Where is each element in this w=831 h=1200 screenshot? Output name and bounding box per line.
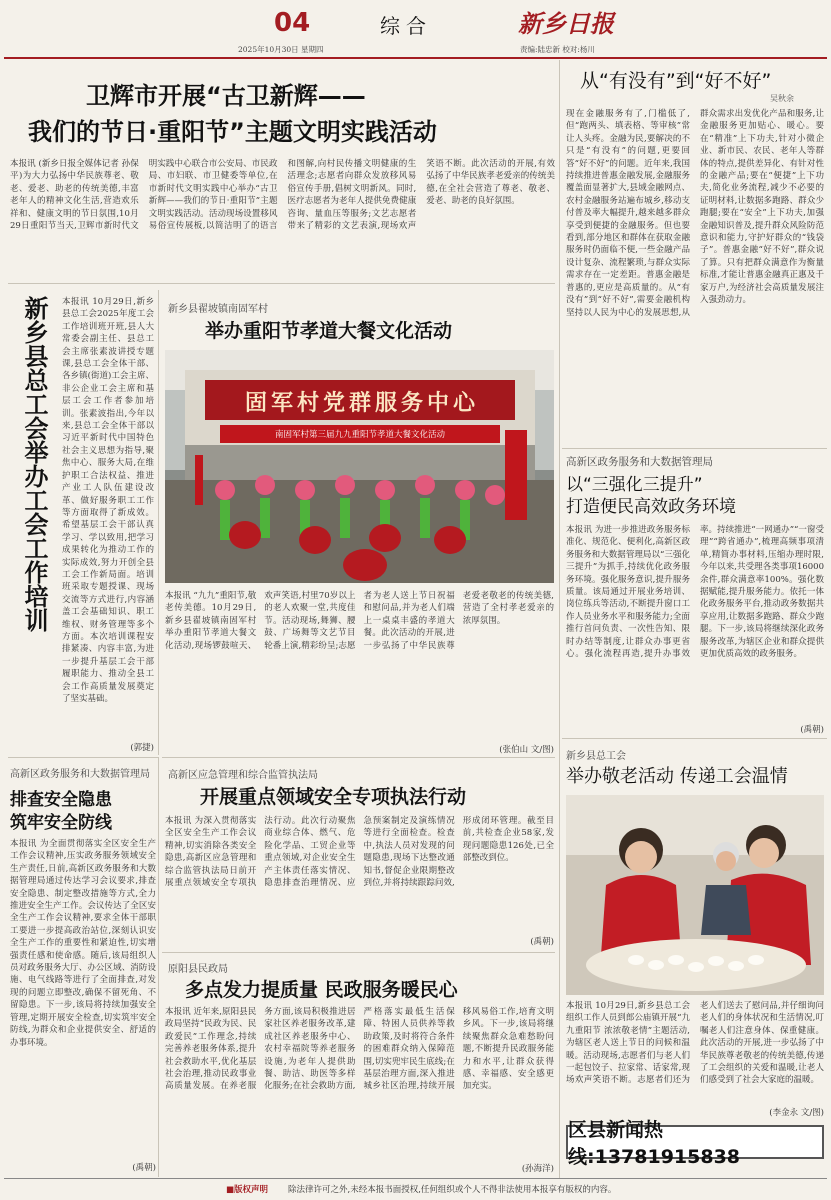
civil-kicker: 原阳县民政局 (168, 964, 228, 975)
enforcement-body: 本报讯 为深入贯彻落实全区安全生产工作会议精神,切实消除各类安全隐患,高新区应急管理和综合监管执法局日前开展重点领域安全专项执法行动。此次行动聚焦商业综合体、燃气、危险化学品、工贸企业等重点领域,对企业安全生产主体责任落实情况、隐患排查治理情况、应急预案制定及演练情况等进行全面检查。检查中,执法人员对发现的问题隐患,现场下达整改通知书,督促企业限期整改到位,并将持续跟踪问效,形成闭环管理。截至目前,共检查企业58家,发现问题隐患126处,已全部整改到位。 (165, 816, 554, 889)
safety-byline: (禹朝) (132, 1163, 156, 1173)
section-title: 综合 (380, 14, 432, 38)
divider (162, 757, 555, 758)
elder-photo (566, 795, 824, 995)
banquet-kicker: 新乡县翟坡镇南固军村 (168, 304, 268, 315)
elder-title: 举办敬老活动 传递工会温情 (566, 766, 788, 787)
editor-line: 责编:陆忠新 校对:杨川 (520, 45, 595, 54)
enforcement-title: 开展重点领域安全专项执法行动 (200, 786, 467, 808)
safety-kicker: 高新区政务服务和大数据管理局 (10, 769, 150, 780)
gov-kicker: 高新区政务服务和大数据管理局 (566, 456, 713, 468)
enforcement-byline: (禹朝) (530, 937, 554, 947)
lead-title-line1: 卫辉市开展“古卫新辉—— (86, 82, 366, 110)
banquet-body: 本报讯 “九九”重阳节,敬老传美德。10月29日,新乡县翟坡镇南固军村举办重阳节孝道大餐文化活动,现场锣鼓喧天、欢声笑语,村里70岁以上的老人欢聚一堂,共度佳节。活动现场,舞狮、腰鼓、广场舞等文艺节目轮番上演,精彩纷呈;志愿者为老人送上节日祝福和慰问品,并为老人们端上一桌桌丰盛的孝道大餐。此次活动的开展,进一步弘扬了中华民族尊老爱老敬老的传统美德,营造了全村孝老爱亲的浓厚氛围。 (165, 591, 554, 651)
news-hotline-box: 区县新闻热线:13781915838 (566, 1125, 824, 1159)
civil-title: 多点发力提质量 民政服务暖民心 (185, 979, 458, 1001)
banquet-photo-image (165, 350, 554, 583)
civil-byline: (孙海洋) (521, 1164, 554, 1174)
elder-body: 本报讯 10月29日,新乡县总工会组织工作人员到郎公庙镇开展“九九重阳节 浓浓敬老情”主题活动,为辖区老人送上节日的问候和温暖。活动现场,志愿者们与老人们一起包饺子、拉家常、话家常,现场欢声笑语不断。志愿者们还为老人们送去了慰问品,并仔细询问老人们的身体状况和生活情况,叮嘱老人们注意身体、保重健康。此次活动的开展,进一步弘扬了中华民族尊老敬老的传统美德,传递了工会组织的关爱和温暖,让老人们感受到了社会大家庭的温暖。 (566, 1001, 824, 1086)
divider (562, 448, 827, 449)
elder-photo-image (566, 795, 824, 995)
commentary-title: 从“有没有”到“好不好” (580, 70, 772, 92)
commentary-author: 吴秋余 (770, 94, 794, 103)
safety-title-line1: 排查安全隐患 (10, 790, 112, 810)
divider (158, 290, 159, 755)
banquet-title: 举办重阳节孝道大餐文化活动 (205, 320, 453, 342)
civil-body: 本报讯 近年来,原阳县民政局坚持“民政为民、民政爱民”工作理念,持续完善养老服务体系,提升社会救助水平,优化基层社会治理,推动民政事业高质量发展。在养老服务方面,该局积极推进居家社区养老服务改革,建成社区养老服务中心、农村幸福院等养老服务设施,为老年人提供助餐、助洁、助医等多样化服务;在社会救助方面,严格落实最低生活保障、特困人员供养等救助政策,及时将符合条件的困难群众纳入保障范围,切实兜牢民生底线;在基层治理方面,深入推进城乡社区治理,持续开展移风易俗工作,培育文明乡风。下一步,该局将继续聚焦群众急难愁盼问题,不断提升民政服务能力和水平,让群众获得感、幸福感、安全感更加充实。 (165, 1007, 554, 1092)
elder-byline: (李金永 文/图) (769, 1108, 824, 1118)
divider (8, 757, 158, 758)
banquet-byline: (张伯山 文/图) (499, 745, 554, 755)
masthead-rule (4, 57, 827, 59)
lead-title-line2: 我们的节日·重阳节”主题文明实践活动 (28, 118, 437, 146)
union-title: 新乡县总工会举办工会工作培训 (20, 296, 48, 632)
union-body: 本报讯 10月29日,新乡县总工会2025年度工会工作培训班开班,县人大常委会副主任、县总工会主席张素波讲授专题课,县总工会全体干部、各乡镇(街道)工会主席、非公企业工会主席和基层工会工作者参加培训。张素波指出,今年以来,县总工会全体干部以习近平新时代中国特色社会主义思想为指导,聚焦中心、服务大局,在维护职工合法权益、推进产业工人队伍建设改革、做好服务职工工作等方面取得了新成效。希望基层工会干部认真学习、学以致用,把学习成果转化为推动工作的实际成效,努力开创全县工会工作新局面。培训班采取专题授课、现场交流等方式进行,内容涵盖工会基础知识、职工维权、财务管理等多个方面。本次培训课程安排紧凑、内容丰富,为进一步提升基层工会干部履职能力、推动全县工会工作高质量发展奠定了坚实基础。 (62, 297, 154, 704)
safety-body: 本报讯 为全面贯彻落实全区安全生产工作会议精神,压实政务服务领域安全生产责任,日前,高新区政务服务和大数据管理局通过传达学习会议要求,排查安全隐患、制定整改措施等方式,全力推进安全生产工作。会议传达了全区安全生产工作会议精神,要求全体干部职工要进一步提高政治站位,深刻认识安全生产工作的重要性和紧迫性,切实增强责任感和使命感。随后,该局组织人员对政务服务大厅、办公区域、消防设施、电气线路等进行了全面排查,对发现的问题立即整改,确保不留死角、不留隐患。下一步,该局将持续加强安全管理,定期开展安全检查,切实筑牢安全防线,为群众和企业提供安全、舒适的办事环境。 (10, 839, 156, 1048)
elder-kicker: 新乡县总工会 (566, 751, 626, 762)
page-number: 04 (274, 8, 311, 38)
commentary-body: 现在金融服务有了,门槛低了,但“跑两头、填表格、等审核”常让人头疼。金融为民,要解决的不只是“有没有”的问题,更要回答“好不好”的问题。近年来,我国持续推进普惠金融发展,金融服务覆盖面显著扩大,县域金融网点、农村金融服务站遍布城乡,移动支付普及率大幅提升,越来越多群众享受到便捷的金融服务。但也要看到,部分地区和群体在获取金融服务时仍面临不便,一些金融产品设计复杂、流程繁琐,与群众实际需求存在一定差距。普惠金融是普惠的,更应是高质量的。从“有没有”到“好不好”,需要金融机构坚持以人民为中心的发展思想,从群众需求出发优化产品和服务,让金融服务更加贴心、暖心。要在“精准”上下功夫,针对小微企业、新市民、农民、老年人等群体的特点,提供差异化、有针对性的金融产品;要在“便捷”上下功夫,简化业务流程,减少不必要的证明材料,让数据多跑路、群众少跑腿;要在“安全”上下功夫,加强金融知识普及,提升群众风险防范意识和能力,守护好群众的“钱袋子”。普惠金融“好不好”,群众说了算。只有把群众满意作为衡量标准,才能让普惠金融真正惠及千家万户,为经济社会高质量发展注入强劲动力。 (566, 109, 824, 318)
photo-banner: 南固军村第三届九九重阳节孝道大餐文化活动 (274, 430, 445, 440)
divider (8, 283, 555, 284)
footer-label: ■版权声明 (226, 1185, 269, 1195)
gov-title-line2: 打造便民高效政务环境 (566, 497, 736, 517)
union-byline: (郭捷) (130, 743, 154, 753)
paper-logo: 新乡日报 (518, 9, 614, 38)
safety-title-line2: 筑牢安全防线 (10, 813, 112, 833)
date-line: 2025年10月30日 星期四 (238, 45, 324, 54)
gov-body: 本报讯 为进一步推进政务服务标准化、规范化、便利化,高新区政务服务和大数据管理局以“三强化三提升”为抓手,持续优化政务服务环境。强化服务意识,提升服务质量。该局通过开展业务培训、岗位练兵等活动,不断提升窗口工作人员业务水平和服务能力;全面推行首问负责、一次性告知、限时办结等制度,让群众办事更省心。强化流程再造,提升办事效率。持续推进“一网通办”“一窗受理”“跨省通办”,梳理高频事项清单,精简办事材料,压缩办理时限,今年以来,共受理各类事项16000余件,群众满意率100%。强化数据赋能,提升服务能力。依托一体化政务服务平台,推动政务数据共享应用,让数据多跑路、群众少跑腿。下一步,该局将继续深化政务服务改革,为辖区企业和群众提供更加优质高效的政务服务。 (566, 525, 824, 660)
gov-byline: (禹朝) (800, 725, 824, 735)
divider (562, 738, 827, 739)
banquet-photo (165, 350, 554, 583)
photo-sign: 固军村党群服务中心 (244, 391, 479, 416)
lead-body: 本报讯 (新乡日报全媒体记者 孙保平)为大力弘扬中华民族尊老、敬老、爱老、助老的传统美德,丰富老年人的精神文化生活,营造欢乐祥和、健康文明的节日氛围,10月29日重阳节当天,卫辉市新时代文明实践中心联合市公安局、市民政局、市妇联、市卫健委等单位,在市新时代文明实践中心举办“古卫新辉——我们的节日·重阳节”主题文明实践活动。活动现场设置移风易俗宣传展板,以简洁明了的语言和图解,向村民传播文明健康的生活理念;志愿者向群众发放移风易俗宣传手册,倡树文明新风。同时,医疗志愿者为老年人提供免费健康咨询、量血压等服务;文艺志愿者带来了精彩的文艺表演,现场欢声笑语不断。此次活动的开展,有效弘扬了中华民族孝老爱亲的传统美德,在全社会营造了尊老、敬老、爱老、助老的良好氛围。 (10, 159, 555, 232)
footer-rule (4, 1178, 827, 1179)
divider (559, 60, 560, 1178)
enforcement-kicker: 高新区应急管理和综合监管执法局 (168, 770, 318, 781)
divider (158, 757, 159, 1177)
footer-text: 除法律许可之外,未经本报书面授权,任何组织或个人不得非法使用本报享有版权的内容。 (288, 1185, 617, 1195)
gov-title-line1: 以“三强化三提升” (566, 475, 703, 495)
divider (162, 952, 555, 953)
